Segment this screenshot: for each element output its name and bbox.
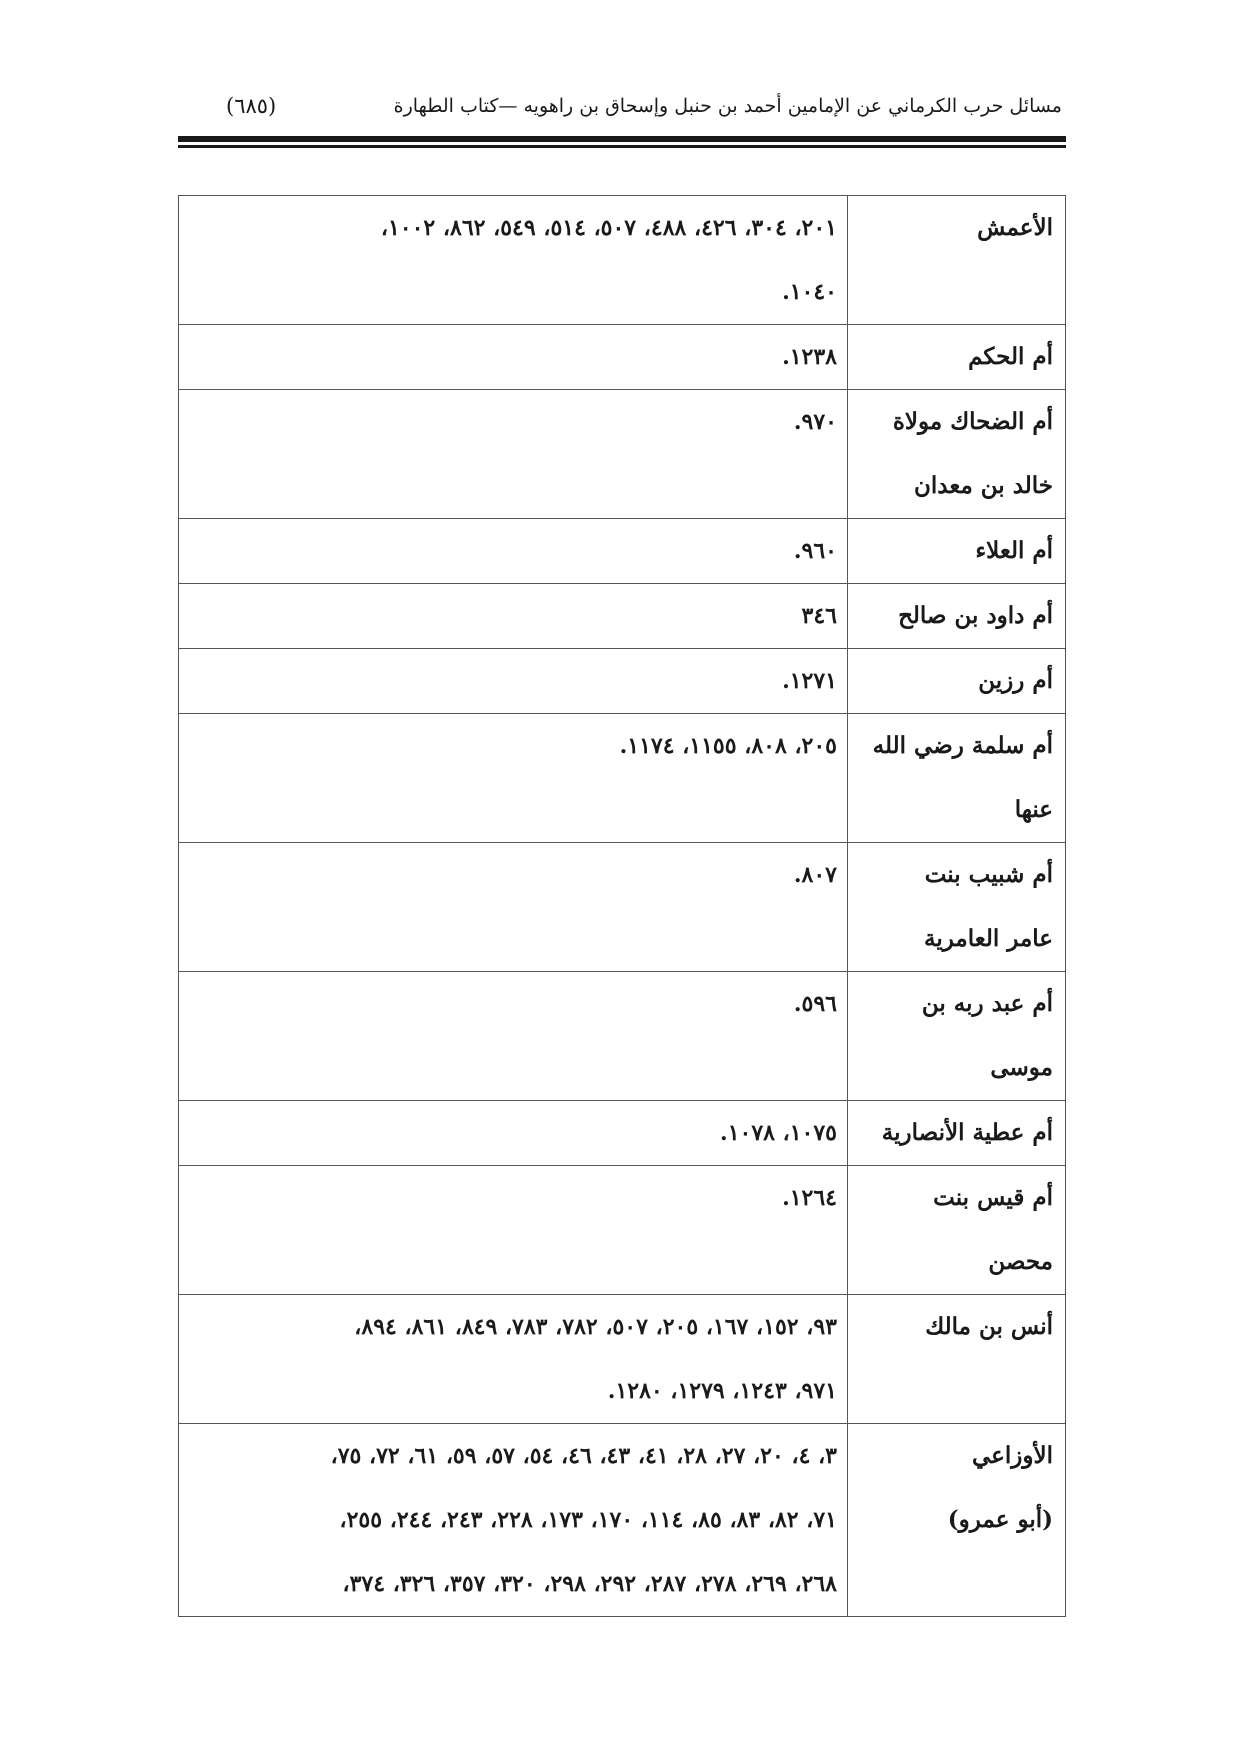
- table-row: [179, 649, 1066, 714]
- page-refs-cell: [179, 843, 848, 972]
- page-refs-line: ١٢٣٨.: [782, 344, 837, 370]
- person-name-cell: [848, 1166, 1066, 1295]
- page-refs-cell: [179, 1424, 848, 1617]
- page-refs-cell: [179, 972, 848, 1101]
- table-row: [179, 325, 1066, 390]
- person-name-line: خالد بن معدان: [914, 472, 1053, 499]
- person-name-cell: [848, 1424, 1066, 1617]
- page-refs-cell: [179, 390, 848, 519]
- running-header: [178, 84, 1062, 128]
- table-row: [179, 1295, 1066, 1424]
- person-name-cell: [848, 649, 1066, 714]
- person-name-cell: [848, 519, 1066, 584]
- person-name-line: (أبو عمرو): [947, 1506, 1053, 1533]
- table-row: [179, 714, 1066, 843]
- table-row: [179, 390, 1066, 519]
- person-name-line: عامر العامرية: [924, 925, 1053, 952]
- person-name-line: الأعمش: [977, 214, 1053, 241]
- page-refs-line: ١٢٦٤.: [782, 1185, 837, 1211]
- person-name-cell: [848, 972, 1066, 1101]
- page-refs-line: ٥٩٦.: [793, 991, 837, 1017]
- page-refs-line: ٣، ٤، ٢٠، ٢٧، ٢٨، ٤١، ٤٣، ٤٦، ٥٤، ٥٧، ٥٩، ٦١، ٧٢، ٧٥،: [330, 1443, 837, 1469]
- person-name-cell: [848, 1295, 1066, 1424]
- page-refs-line: ٢٠١، ٣٠٤، ٤٢٦، ٤٨٨، ٥٠٧، ٥١٤، ٥٤٩، ٨٦٢، ١٠٠٢،: [380, 215, 837, 241]
- person-name-line: أنس بن مالك: [925, 1313, 1053, 1340]
- person-name-line: محصن: [988, 1248, 1053, 1275]
- page-refs-cell: [179, 196, 848, 325]
- page-number: (٦٨٥): [226, 94, 277, 118]
- person-name-cell: [848, 714, 1066, 843]
- person-name-line: أم سلمة رضي الله: [872, 732, 1053, 759]
- page-refs-line: ٩٧٠.: [793, 409, 837, 435]
- page-refs-line: ٢٠٥، ٨٠٨، ١١٥٥، ١١٧٤.: [619, 733, 837, 759]
- table-row: [179, 584, 1066, 649]
- person-name-line: أم رزين: [978, 667, 1053, 694]
- table-row: [179, 519, 1066, 584]
- page-refs-cell: [179, 1166, 848, 1295]
- person-name-line: أم داود بن صالح: [898, 602, 1053, 629]
- person-name-line: موسى: [990, 1054, 1053, 1081]
- table-row: [179, 843, 1066, 972]
- page-refs-line: ٩٦٠.: [793, 538, 837, 564]
- page-refs-line: ١٢٧١.: [782, 668, 837, 694]
- person-name-cell: [848, 843, 1066, 972]
- table-row: [179, 1424, 1066, 1617]
- page-refs-cell: [179, 325, 848, 390]
- page-refs-cell: [179, 1101, 848, 1166]
- page-refs-line: ١٠٤٠.: [782, 279, 837, 305]
- person-name-line: عنها: [1014, 796, 1053, 823]
- person-name-line: الأوزاعي: [971, 1442, 1053, 1469]
- person-name-line: أم عبد ربه بن: [921, 990, 1053, 1017]
- person-name-cell: [848, 1101, 1066, 1166]
- page-refs-cell: [179, 519, 848, 584]
- page-refs-line: ٩٧١، ١٢٤٣، ١٢٧٩، ١٢٨٠.: [607, 1378, 837, 1404]
- person-name-line: أم الضحاك مولاة: [892, 408, 1053, 435]
- running-title: مسائل حرب الكرماني عن الإمامين أحمد بن حنبل وإسحاق بن راهويه —كتاب الطهارة: [393, 95, 1062, 117]
- table-row: [179, 972, 1066, 1101]
- header-rule-thick: [178, 136, 1066, 142]
- person-name-cell: [848, 196, 1066, 325]
- person-name-line: أم شبيب بنت: [924, 861, 1053, 888]
- page-refs-line: ٧١، ٨٢، ٨٣، ٨٥، ١١٤، ١٧٠، ١٧٣، ٢٢٨، ٢٤٣، ٢٤٤، ٢٥٥،: [339, 1507, 837, 1533]
- page-refs-line: ٣٤٦: [801, 603, 837, 629]
- page-refs-cell: [179, 1295, 848, 1424]
- person-name-cell: [848, 584, 1066, 649]
- person-name-cell: [848, 390, 1066, 519]
- page-refs-cell: [179, 584, 848, 649]
- page-refs-line: ٩٣، ١٥٢، ١٦٧، ٢٠٥، ٥٠٧، ٧٨٢، ٧٨٣، ٨٤٩، ٨٦١، ٨٩٤،: [354, 1314, 837, 1340]
- header-rule-thin: [178, 145, 1066, 148]
- person-name-line: أم العلاء: [975, 537, 1053, 564]
- person-name-line: أم قيس بنت: [933, 1184, 1053, 1211]
- person-name-line: أم عطية الأنصارية: [881, 1119, 1053, 1146]
- table-row: [179, 1101, 1066, 1166]
- person-name-cell: [848, 325, 1066, 390]
- index-body: [179, 196, 1066, 1617]
- person-name-line: أم الحكم: [968, 343, 1053, 370]
- table-row: [179, 196, 1066, 325]
- page-refs-line: ٨٠٧.: [793, 862, 837, 888]
- page-refs-line: ١٠٧٥، ١٠٧٨.: [720, 1120, 837, 1146]
- table-row: [179, 1166, 1066, 1295]
- page-refs-cell: [179, 714, 848, 843]
- page-refs-cell: [179, 649, 848, 714]
- page-refs-line: ٢٦٨، ٢٦٩، ٢٧٨، ٢٨٧، ٢٩٢، ٢٩٨، ٣٢٠، ٣٥٧، ٣٢٦، ٣٧٤،: [342, 1571, 837, 1597]
- name-index-table: [178, 195, 1066, 1617]
